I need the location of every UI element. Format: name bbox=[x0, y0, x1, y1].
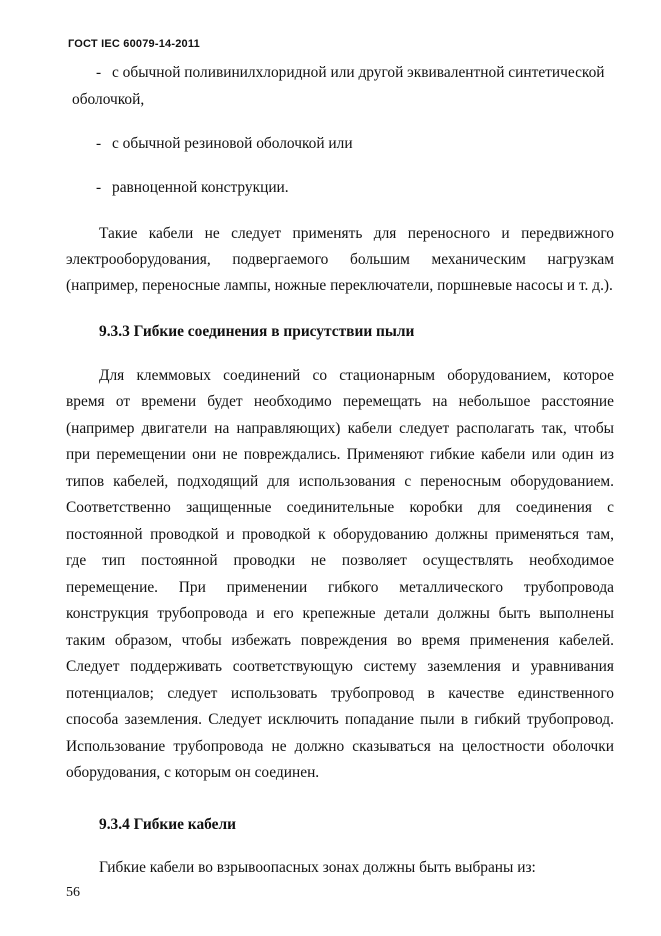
paragraph-line: Для клеммовых соединений со стационарным оборудованием, которое bbox=[99, 367, 614, 384]
paragraph-line: типов кабелей, подходящий для использования с переносным оборудованием. bbox=[66, 473, 614, 490]
paragraph-line: потенциалов; следует использовать трубопровод в качестве единственного bbox=[66, 685, 614, 702]
paragraph-line: при перемещении они не повреждались. Применяют гибкие кабели или один из bbox=[66, 446, 614, 463]
paragraph-line: перемещение. При применении гибкого металлического трубопровода bbox=[66, 579, 614, 596]
paragraph-line: Соответственно защищенные соединительные коробки для соединения с bbox=[66, 499, 614, 516]
paragraph-line: электрооборудования, подвергаемого большим механическим нагрузкам bbox=[66, 251, 614, 268]
paragraph-line: Гибкие кабели во взрывоопасных зонах должны быть выбраны из: bbox=[99, 859, 536, 876]
section-heading: 9.3.4 Гибкие кабели bbox=[99, 816, 236, 833]
paragraph-line: оборудования, с которым он соединен. bbox=[66, 764, 320, 781]
bullet-continuation: оболочкой, bbox=[72, 91, 145, 108]
section-heading: 9.3.3 Гибкие соединения в присутствии пыли bbox=[99, 323, 415, 340]
page-number: 56 bbox=[66, 885, 80, 900]
bullet-marker: - bbox=[96, 179, 102, 196]
paragraph-line: (например двигатели на направляющих) кабели следует располагать так, чтобы bbox=[66, 420, 614, 437]
paragraph-line: способа заземления. Следует исключить попадание пыли в гибкий трубопровод. bbox=[66, 711, 614, 728]
paragraph-line: время от времени будет необходимо перемещать на небольшое расстояние bbox=[66, 393, 614, 410]
paragraph-line: конструкция трубопровода и его крепежные детали должны быть выполнены bbox=[66, 605, 614, 622]
bullet-text: с обычной резиновой оболочкой или bbox=[112, 135, 353, 152]
bullet-item bbox=[66, 62, 614, 84]
bullet-item bbox=[66, 133, 614, 155]
bullet-text: с обычной поливинилхлоридной или другой эквивалентной синтетической bbox=[112, 64, 605, 81]
paragraph-line: Использование трубопровода не должно сказываться на целостности оболочки bbox=[66, 738, 614, 755]
paragraph-line: таким образом, чтобы избежать повреждения во время применения кабелей. bbox=[66, 632, 614, 649]
paragraph-line: Следует поддерживать соответствующую систему заземления и уравнивания bbox=[66, 658, 614, 675]
paragraph-line: где тип постоянной проводки не позволяет осуществлять необходимое bbox=[66, 552, 614, 569]
paragraph-line: Такие кабели не следует применять для переносного и передвижного bbox=[99, 225, 614, 242]
bullet-marker: - bbox=[96, 135, 102, 152]
document-code-header: ГОСТ IEC 60079-14-2011 bbox=[68, 38, 200, 50]
paragraph-line: (например, переносные лампы, ножные переключатели, поршневые насосы и т. д.). bbox=[66, 277, 613, 294]
paragraph-line: постоянной проводкой и проводкой к оборудованию должны применяться там, bbox=[66, 526, 614, 543]
bullet-text: равноценной конструкции. bbox=[112, 179, 289, 196]
bullet-marker: - bbox=[96, 64, 102, 81]
bullet-item bbox=[66, 177, 614, 199]
